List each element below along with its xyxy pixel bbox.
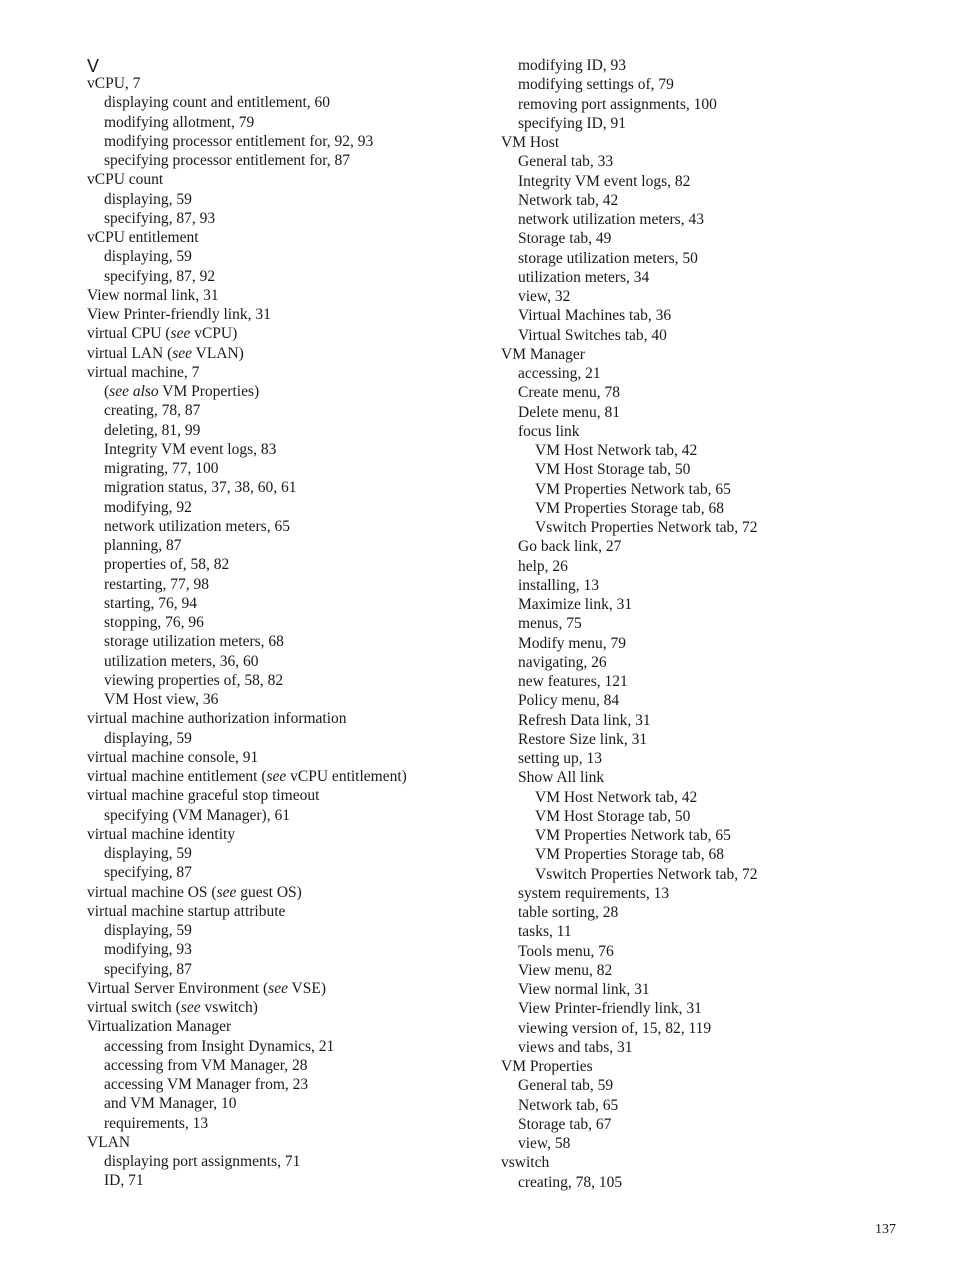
index-entry: accessing VM Manager from, 23 — [104, 1076, 309, 1093]
index-entry: General tab, 59 — [518, 1077, 614, 1095]
index-entry: Go back link, 27 — [518, 538, 622, 556]
right-entry-list — [501, 56, 921, 1192]
page-number: 137 — [875, 1222, 896, 1237]
index-entry: new features, 121 — [518, 673, 628, 690]
index-entry: Policy menu, 84 — [518, 692, 620, 710]
index-entry: ID, 71 — [104, 1172, 144, 1190]
index-entry: specifying (VM Manager), 61 — [104, 806, 290, 824]
index-entry: stopping, 76, 96 — [104, 614, 204, 631]
index-entry: modifying settings of, 79 — [518, 76, 674, 94]
index-entry: migrating, 77, 100 — [104, 460, 219, 477]
index-entry: virtual CPU (see vCPU) — [87, 325, 238, 343]
index-column-right — [501, 56, 921, 1192]
index-entry: Virtual Server Environment (see VSE) — [87, 979, 326, 997]
index-entry: table sorting, 28 — [518, 904, 619, 921]
index-entry: starting, 76, 94 — [104, 594, 197, 612]
index-entry: Delete menu, 81 — [518, 403, 621, 421]
index-entry: modifying allotment, 79 — [104, 113, 255, 131]
index-entry: migration status, 37, 38, 60, 61 — [104, 479, 297, 497]
index-entry: View normal link, 31 — [518, 981, 650, 998]
index-entry: (see also VM Properties) — [104, 383, 260, 400]
index-entry: storage utilization meters, 68 — [104, 633, 284, 651]
index-entry: VM Properties Storage tab, 68 — [535, 846, 724, 864]
index-entry: Storage tab, 67 — [518, 1115, 612, 1133]
index-entry: accessing from VM Manager, 28 — [104, 1056, 308, 1074]
index-entry: Tools menu, 76 — [518, 942, 614, 960]
index-entry: virtual machine identity — [87, 825, 236, 843]
index-entry: Network tab, 65 — [518, 1096, 619, 1114]
index-entry: Integrity VM event logs, 83 — [104, 440, 277, 458]
index-entry: viewing properties of, 58, 82 — [104, 671, 284, 689]
index-entry: modifying, 92 — [104, 498, 192, 516]
index-entry: Vswitch Properties Network tab, 72 — [535, 519, 758, 536]
index-entry: vCPU entitlement — [87, 229, 199, 246]
index-entry: VM Host Network tab, 42 — [535, 788, 698, 806]
index-entry: properties of, 58, 82 — [104, 556, 230, 574]
index-entry: specifying, 87, 92 — [104, 267, 216, 285]
index-entry: and VM Manager, 10 — [104, 1095, 237, 1113]
index-entry: displaying count and entitlement, 60 — [104, 94, 330, 112]
index-entry: Network tab, 42 — [518, 191, 619, 209]
index-entry: menus, 75 — [518, 615, 582, 633]
index-entry: network utilization meters, 43 — [518, 211, 704, 228]
index-entry: VM Host Storage tab, 50 — [535, 807, 691, 825]
index-entry: restarting, 77, 98 — [104, 575, 210, 593]
index-entry: view, 32 — [518, 288, 571, 305]
index-entry: VM Properties Storage tab, 68 — [535, 499, 724, 517]
index-entry: VM Properties Network tab, 65 — [535, 480, 731, 498]
index-entry: displaying, 59 — [104, 922, 192, 939]
index-entry: VM Host Network tab, 42 — [535, 442, 698, 459]
index-entry: virtual machine OS (see guest OS) — [87, 883, 302, 901]
section-letter: V — [87, 56, 100, 76]
index-entry: modifying, 93 — [104, 941, 192, 959]
index-entry: displaying, 59 — [104, 845, 192, 862]
index-entry: view, 58 — [518, 1135, 571, 1152]
index-entry: virtual machine authorization information — [87, 710, 347, 728]
index-entry: accessing, 21 — [518, 365, 601, 382]
index-entry: View menu, 82 — [518, 961, 613, 979]
index-entry: VM Properties Network tab, 65 — [535, 827, 731, 844]
index-entry: modifying ID, 93 — [518, 57, 627, 74]
index-entry: focus link — [518, 422, 580, 440]
index-entry: installing, 13 — [518, 576, 599, 594]
index-entry: virtual machine startup attribute — [87, 902, 286, 920]
index-entry: vCPU, 7 — [87, 75, 141, 92]
index-entry: help, 26 — [518, 557, 568, 575]
index-entry: Show All link — [518, 769, 605, 787]
index-entry: Storage tab, 49 — [518, 230, 612, 248]
index-entry: View Printer-friendly link, 31 — [518, 1000, 702, 1018]
index-entry: displaying, 59 — [104, 190, 192, 208]
index-entry: removing port assignments, 100 — [518, 95, 717, 113]
index-entry: View Printer-friendly link, 31 — [87, 306, 271, 323]
index-entry: displaying port assignments, 71 — [104, 1153, 301, 1170]
index-entry: creating, 78, 105 — [518, 1173, 623, 1191]
index-entry: Restore Size link, 31 — [518, 730, 648, 748]
index-entry: Refresh Data link, 31 — [518, 711, 651, 729]
index-entry: tasks, 11 — [518, 923, 572, 941]
index-entry: virtual machine, 7 — [87, 363, 200, 381]
index-entry: VM Properties — [501, 1058, 593, 1075]
index-entry: specifying processor entitlement for, 87 — [104, 152, 351, 169]
index-column-left — [87, 56, 487, 1191]
index-entry: Vswitch Properties Network tab, 72 — [535, 865, 758, 883]
left-entry-list — [87, 74, 487, 1191]
index-entry: views and tabs, 31 — [518, 1038, 633, 1056]
index-entry: Maximize link, 31 — [518, 596, 633, 613]
index-entry: virtual machine graceful stop timeout — [87, 787, 320, 805]
index-entry: General tab, 33 — [518, 153, 614, 171]
index-entry: setting up, 13 — [518, 750, 602, 767]
index-entry: VM Host — [501, 134, 560, 151]
index-entry: requirements, 13 — [104, 1114, 209, 1132]
index-entry: displaying, 59 — [104, 729, 192, 747]
index-entry: deleting, 81, 99 — [104, 421, 201, 439]
index-entry: VLAN — [87, 1133, 131, 1151]
index-entry: specifying, 87, 93 — [104, 209, 216, 227]
index-entry: VM Host view, 36 — [104, 691, 219, 708]
index-entry: Modify menu, 79 — [518, 634, 627, 652]
index-entry: planning, 87 — [104, 537, 182, 554]
index-entry: specifying, 87 — [104, 960, 192, 978]
index-entry: system requirements, 13 — [518, 884, 670, 902]
index-entry: storage utilization meters, 50 — [518, 249, 698, 267]
index-entry: Virtual Machines tab, 36 — [518, 307, 672, 325]
index-entry: Integrity VM event logs, 82 — [518, 172, 691, 190]
index-entry: vswitch — [501, 1154, 550, 1172]
index-entry: modifying processor entitlement for, 92, 93 — [104, 132, 374, 150]
index-entry: utilization meters, 36, 60 — [104, 652, 259, 670]
index-entry: Virtualization Manager — [87, 1018, 232, 1036]
index-entry: specifying, 87 — [104, 864, 192, 882]
index-entry: network utilization meters, 65 — [104, 517, 290, 535]
index-entry: vCPU count — [87, 171, 164, 189]
index-entry: navigating, 26 — [518, 653, 607, 671]
index-entry: displaying, 59 — [104, 248, 192, 266]
index-entry: Virtual Switches tab, 40 — [518, 326, 667, 344]
index-entry: virtual switch (see vswitch) — [87, 999, 258, 1016]
index-entry: virtual LAN (see VLAN) — [87, 344, 244, 362]
index-entry: Create menu, 78 — [518, 384, 621, 402]
index-entry: VM Host Storage tab, 50 — [535, 461, 691, 479]
index-entry: utilization meters, 34 — [518, 268, 650, 286]
index-entry: viewing version of, 15, 82, 119 — [518, 1019, 712, 1037]
index-entry: specifying ID, 91 — [518, 114, 627, 132]
index-entry: virtual machine entitlement (see vCPU entitlement) — [87, 768, 407, 785]
index-entry: virtual machine console, 91 — [87, 748, 259, 766]
index-entry: View normal link, 31 — [87, 286, 219, 304]
index-entry: VM Manager — [501, 345, 585, 363]
index-entry: creating, 78, 87 — [104, 402, 201, 420]
index-entry: accessing from Insight Dynamics, 21 — [104, 1037, 335, 1055]
